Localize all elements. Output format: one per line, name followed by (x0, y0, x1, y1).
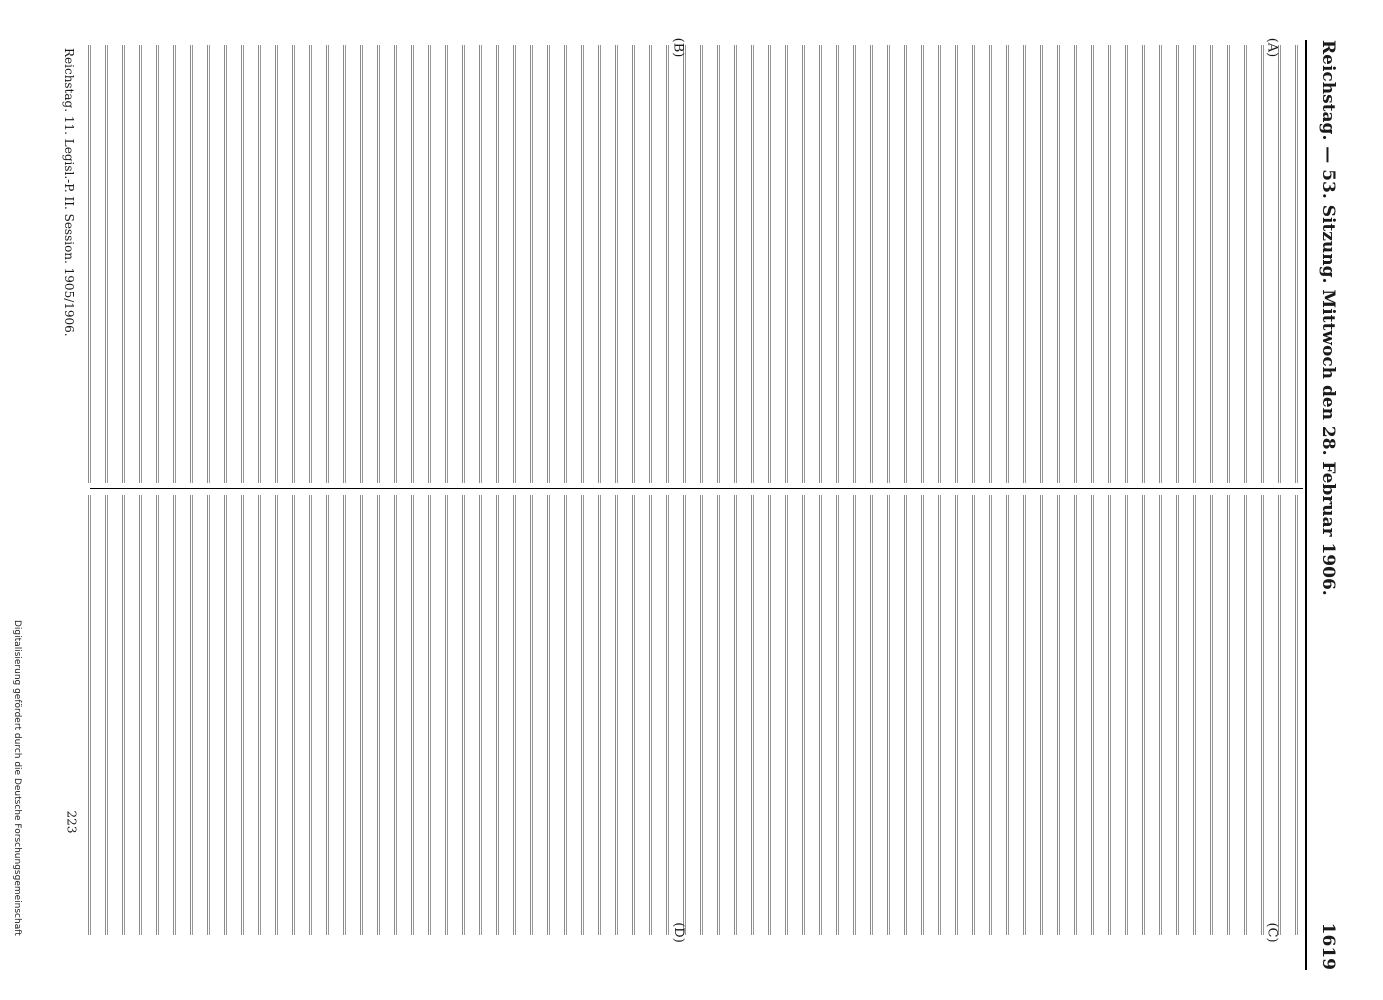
column-divider (90, 488, 1303, 489)
marker-c: (C) (1264, 922, 1280, 943)
left-column (88, 45, 1301, 483)
page-footer (60, 48, 76, 468)
marker-a: (A) (1264, 37, 1280, 58)
page-header (1313, 40, 1343, 970)
session-title: Reichstag. — 53. Sitzung. Mittwoch den 28. Februar 1906. (1318, 40, 1338, 596)
marker-b: (B) (670, 37, 686, 58)
right-column (88, 495, 1301, 935)
sheet-number: 223 (64, 810, 79, 834)
dfg-credit-text: Digitalisierung gefördert durch die Deutsche Forschungsgemeinschaft (12, 620, 22, 936)
page-number: 1619 (1318, 922, 1338, 970)
footer-text: Reichstag. 11. Legisl.-P. II. Session. 1905/1906. (62, 48, 76, 337)
header-rule (1305, 40, 1307, 970)
marker-d: (D) (670, 922, 686, 943)
dfg-credit (8, 620, 22, 990)
